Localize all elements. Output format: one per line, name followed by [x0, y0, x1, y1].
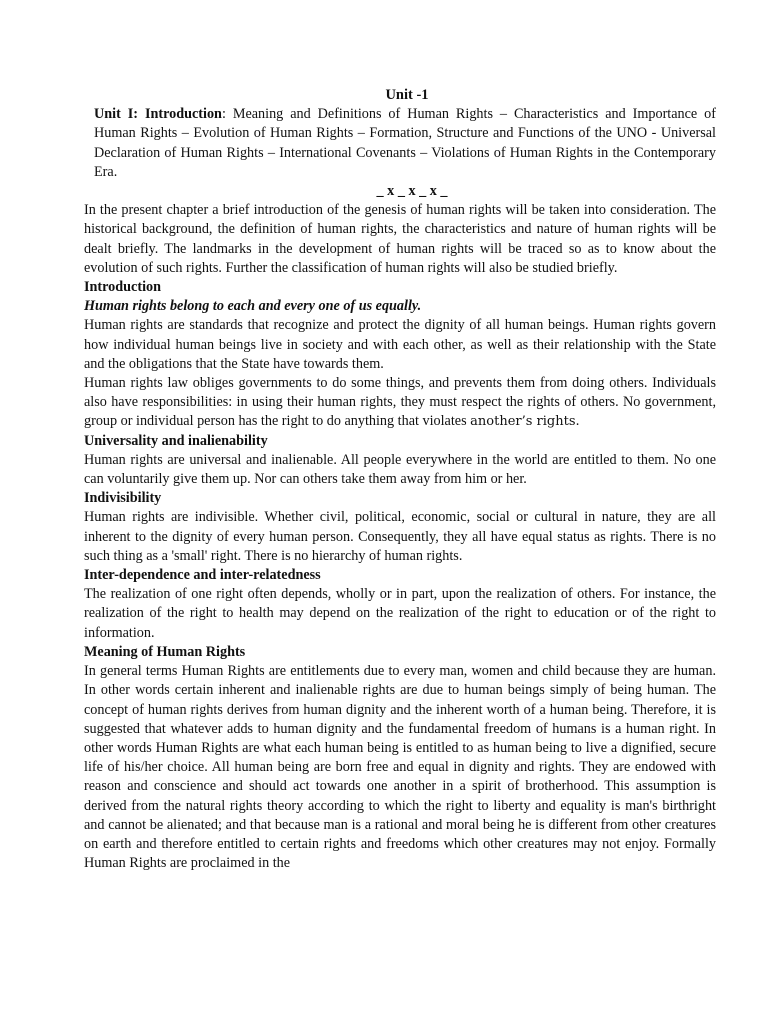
heading-universality: Universality and inalienability	[84, 432, 268, 449]
subheading-introduction: Human rights belong to each and every one of us equally.	[84, 298, 422, 315]
universality-paragraph: Human rights are universal and inalienable. All people everywhere in the world are entitled to them. No one can voluntarily give them up. Nor can others take them away from him or her.	[84, 451, 716, 488]
heading-introduction: Introduction	[84, 279, 161, 296]
introduction-paragraph-2-text: Human rights law obliges governments to do some things, and prevents them from doing others. Individuals also have responsibilities: in using their human rights, they must respect the rights of others. No government, group or individual person has the right to do anything that violates	[84, 375, 716, 430]
document-page	[84, 86, 716, 873]
syllabus-label: Unit I: Introduction	[94, 106, 222, 123]
indivisibility-paragraph: Human rights are indivisible. Whether civil, political, economic, social or cultural in nature, they are all inherent to the dignity of every human person. Consequently, they all have equal status as rights. There is no such thing as a 'small' right. There is no hierarchy of human rights.	[84, 509, 716, 564]
meaning-paragraph: In general terms Human Rights are entitlements due to every man, women and child because they are human. In other words certain inherent and inalienable rights are due to human beings simply of being human. The concept of human rights derives from human dignity and the inherent worth of a human being. Therefore, it is suggested that whatever adds to human dignity and the fundamental freedom of humans is a human right. In other words Human Rights are what each human being is entitled to as human being to live a dignified, secure life of his/her choice. All human being are born free and equal in dignity and rights. They are endowed with reason and conscience and should act towards one another in a spirit of brotherhood. This assumption is derived from the natural rights theory according to which the right to liberty and equality is man's birthright and cannot be alienated; and that because man is a rational and moral being he is different from other creatures on earth and therefore entitled to certain rights and freedoms which other creatures may not enjoy. Formally Human Rights are proclaimed in the	[84, 663, 716, 872]
introduction-paragraph-1: Human rights are standards that recognize and protect the dignity of all human beings. Human rights govern how individual human beings live in society and with each other, as well as their relationship with the State and the obligations that the State have towards them.	[84, 317, 716, 372]
syllabus	[94, 105, 716, 182]
intro-paragraph: In the present chapter a brief introduction of the genesis of human rights will be taken into consideration. The historical background, the definition of human rights, the characteristics and nature of human rights will be dealt briefly. The landmarks in the development of human rights will be traced so as to know about the evolution of such rights. Further the classification of human rights will also be studied briefly.	[84, 202, 716, 276]
interdependence-paragraph: The realization of one right often depends, wholly or in part, upon the realization of others. For instance, the realization of the right to health may depend on the realization of the right to education or of the right to information.	[84, 586, 716, 641]
introduction-paragraph-2-tail: another’s rights.	[470, 414, 580, 430]
heading-meaning: Meaning of Human Rights	[84, 643, 246, 660]
heading-indivisibility: Indivisibility	[84, 490, 162, 507]
syllabus-text: : Meaning and Definitions of Human Rights – Characteristics and Importance of Human Rights – Evolution of Human Rights – Formation, Structure and Functions of the UNO - Universal Declaration of Human Rights – International Covenants – Violations of Human Rights in the Contemporary Era.	[94, 106, 716, 180]
heading-interdependence: Inter-dependence and inter-relatedness	[84, 567, 321, 584]
introduction-paragraph-2	[84, 374, 716, 432]
separator: _ x _ x _ x _	[376, 183, 448, 200]
unit-title: Unit -1	[385, 87, 429, 103]
